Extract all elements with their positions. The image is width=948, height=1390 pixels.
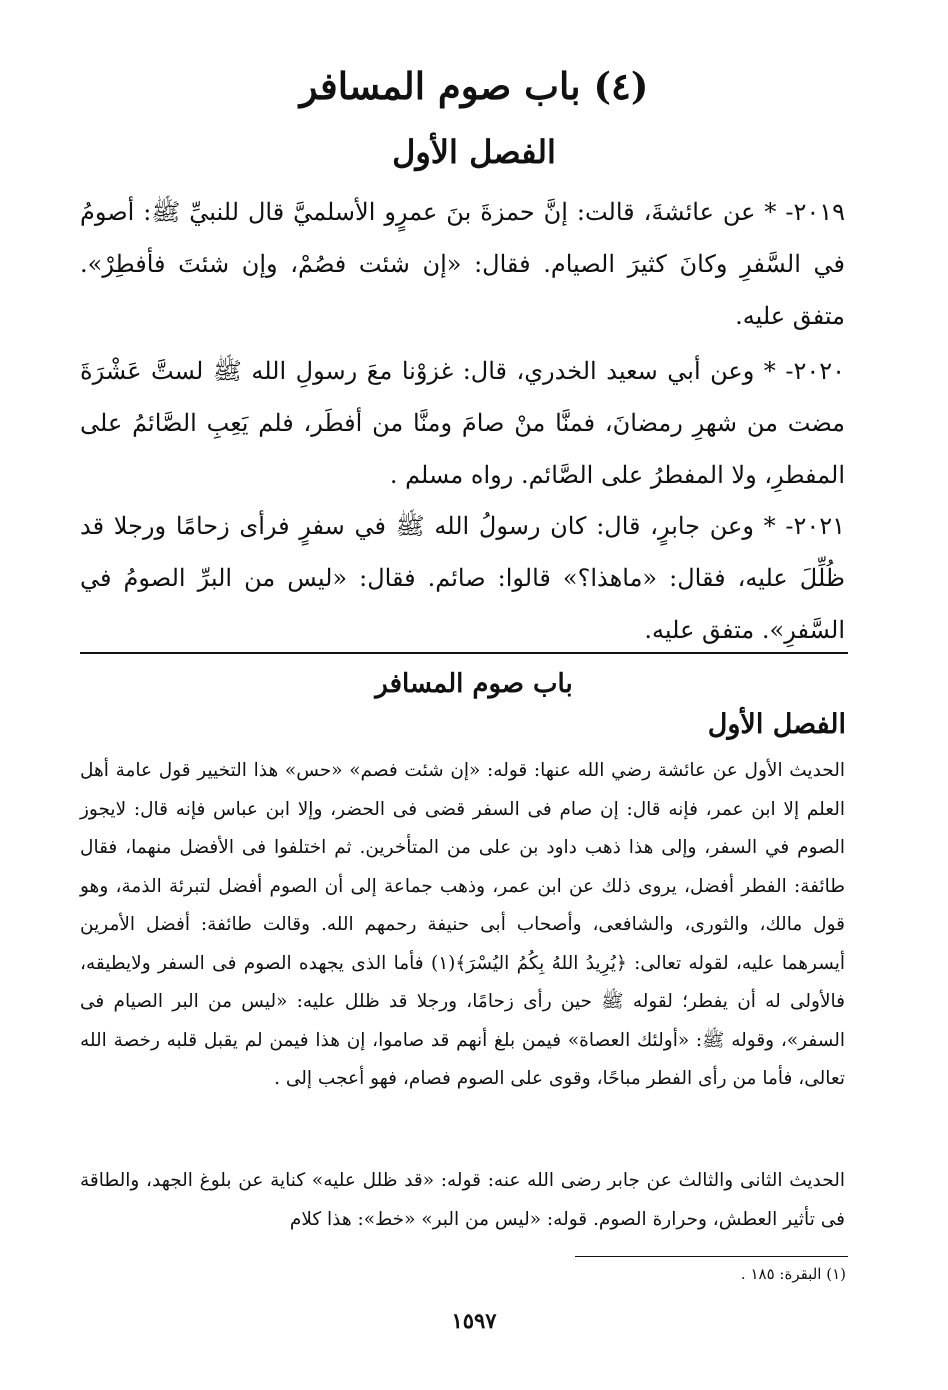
commentary-section-title: الفصل الأول bbox=[707, 709, 846, 740]
hadith-2021: ٢٠٢١- * وعن جابرٍ، قال: كان رسولُ الله ﷺ في سفرٍ فرأى زحامًا ورجلا قد ظُلِّلَ عليه، فقال: «ماهذا؟» قالوا: صائم. فقال: «ليس من البرِّ الصومُ في السَّفرِ». متفق عليه. bbox=[80, 512, 845, 644]
hadith-2020: ٢٠٢٠- * وعن أبي سعيد الخدري، قال: غزوْنا معَ رسولِ الله ﷺ لستَّ عَشْرَةَ مضت من شهرِ رمضانَ، فمنَّا منْ صامَ ومنَّا من أفطَر، فلم يَعِبِ الصَّائمُ على المفطرِ، ولا المفطرُ على الصَّائم. رواه مسلم . bbox=[80, 357, 845, 489]
page-number: ١٥٩٧ bbox=[451, 1308, 497, 1333]
hadith-2019: ٢٠١٩- * عن عائشةَ، قالت: إنَّ حمزةَ بنَ عمرٍو الأسلميَّ قال للنبيِّ ﷺ: أصومُ في السَّفرِ وكانَ كثيرَ الصيام. فقال: «إن شئت فصُمْ، وإن شئتَ فأفطِرْ». متفق عليه. bbox=[80, 198, 845, 330]
section-divider bbox=[80, 652, 848, 654]
section-title: الفصل الأول bbox=[392, 133, 556, 171]
footnote: (١) البقرة: ١٨٥ . bbox=[740, 1265, 846, 1283]
commentary-title: باب صوم المسافر bbox=[375, 669, 573, 699]
commentary-paragraph: الحديث الأول عن عائشة رضي الله عنها: قوله: «إن شئت فصم» «حس» هذا التخيير قول عامة أهل العلم إلا ابن عمر، فإنه قال: إن صام فى السفر قضى فى الحضر، وإلا ابن عباس فإنه قال: لايجوز الصوم في السفر، وإلى هذا ذهب داود بن على من المتأخرين. ثم اختلفوا فى الأفضل منهما، فقال طائفة: الفطر أفضل، يروى ذلك عن ابن عمر، وذهب جماعة إلى أن الصوم أفضل لتبرئة الذمة، وهو قول مالك، والثورى، والشافعى، وأصحاب أبى حنيفة رحمهم الله. وقالت طائفة: أفضل الأمرين أيسرهما عليه، لقوله تعالى: ﴿يُرِيدُ اللهُ بِكُمُ اليُسْرَ﴾(١) فأما الذى يجهده الصوم فى السفر ولايطيقه، فالأولى له أن يفطر؛ لقوله ﷺ حين رأى زحامًا، ورجلا قد ظلل عليه: «ليس من البر الصيام فى السفر»، وقوله ﷺ: «أولئك العصاة» فيمن بلغ أنهم قد صاموا، إن هذا فيمن لم يقبل قلبه رخصة الله تعالى، فأما من رأى الفطر مباحًا، وقوى على الصوم فصام، فهو أعجب إلى . bbox=[80, 760, 845, 1089]
footnote-divider bbox=[575, 1256, 848, 1257]
chapter-title: (٤) باب صوم المسافر bbox=[299, 64, 649, 108]
commentary-paragraph: الحديث الثانى والثالث عن جابر رضى الله عنه: قوله: «قد ظلل عليه» كناية عن بلوغ الجهد، والطاقة فى تأثير العطش، وحرارة الصوم. قوله: «ليس من البر» «خط»: هذا كلام bbox=[80, 1170, 845, 1230]
